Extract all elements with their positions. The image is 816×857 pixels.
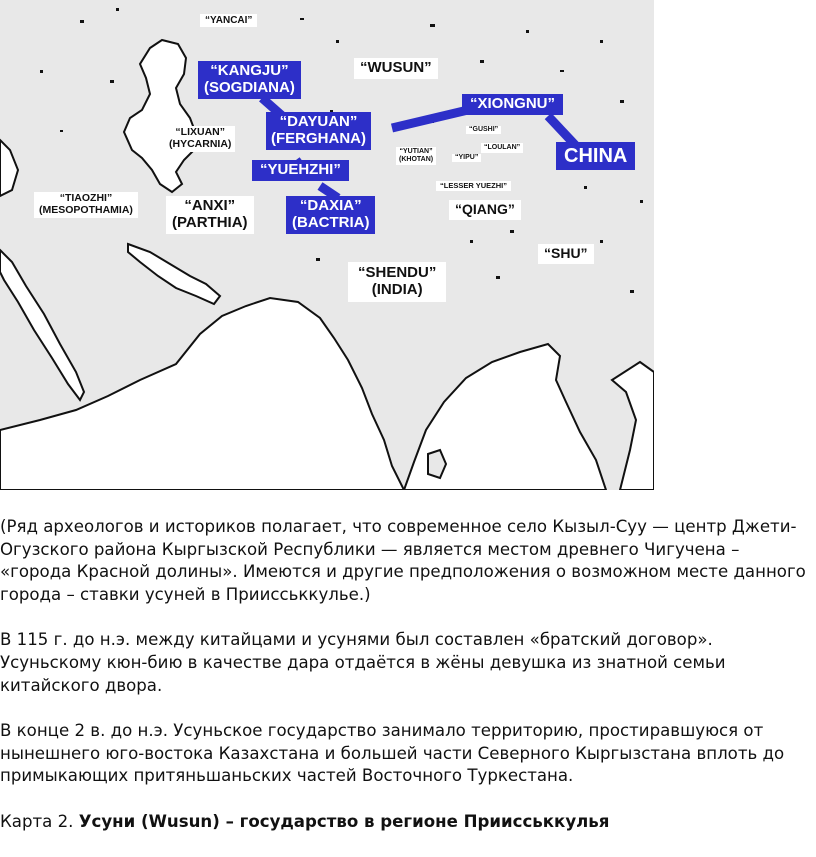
label-xiongnu: “XIONGNU” [462, 94, 563, 115]
caption-title: Усуни (Wusun) – государство в регионе Приисськкулья [78, 811, 610, 831]
paragraph-3: В конце 2 в. до н.э. Усуньское государство занимало территорию, простиравшуюся от нынешнего юго-востока Казахстана и большей части Северного Кыргызстана вплоть до примыкающих притяньшаньских частей Восточного Туркестана. [0, 721, 785, 786]
label-loulan: “LOULAN” [481, 143, 523, 153]
arabian-sea [0, 298, 404, 490]
red-sea [0, 250, 84, 400]
historical-map [0, 0, 654, 490]
label-qiang: “QIANG” [449, 200, 521, 220]
label-yutian: “YUTIAN” (KHOTAN) [396, 147, 436, 165]
label-gushi: “GUSHI” [466, 126, 501, 134]
label-wusun: “WUSUN” [354, 58, 438, 79]
south-china-sea [612, 362, 654, 490]
map-caption [0, 811, 812, 834]
label-dayuan: “DAYUAN” (FERGHANA) [266, 112, 371, 150]
mediterranean [0, 140, 18, 196]
article-text [0, 516, 812, 857]
label-shendu: “SHENDU” (INDIA) [348, 262, 446, 302]
label-anxi: “ANXI” (PARTHIA) [166, 196, 254, 234]
label-china: CHINA [556, 142, 635, 170]
caption-prefix: Карта 2. [0, 811, 74, 831]
label-kangju: “KANGJU” (SOGDIANA) [198, 61, 301, 99]
paragraph-2: В 115 г. до н.э. между китайцами и усунями был составлен «братский договор». Усуньскому кюн-бию в качестве дара отдаётся в жёны девушка из знатной семьи китайского двора. [0, 630, 726, 695]
label-yipu: “YIPU” [452, 154, 481, 162]
label-yancai: “YANCAI” [200, 14, 257, 27]
paragraph-1: (Ряд археологов и историков полагает, что современное село Кызыл-Суу — центр Джети-Огузского района Кыргызской Республики — является местом древнего Чигучена – «города Красной долины». Имеются и другие предположения о возможном месте данного города – ставки усуней в Приисськкулье.) [0, 517, 806, 604]
label-yuehzhi: “YUEHZHI” [252, 160, 349, 181]
label-tiaozhi: “TIAOZHI” (MESOPOTHAMIA) [34, 192, 138, 218]
label-daxia: “DAXIA” (BACTRIA) [286, 196, 375, 234]
label-shu: “SHU” [538, 244, 594, 264]
label-lesser-yuezhi: “LESSER YUEZHI” [436, 181, 511, 191]
caspian-sea [124, 40, 196, 192]
label-lixuan: “LIXUAN” (HYCARNIA) [165, 126, 235, 152]
persian-gulf [128, 244, 220, 304]
